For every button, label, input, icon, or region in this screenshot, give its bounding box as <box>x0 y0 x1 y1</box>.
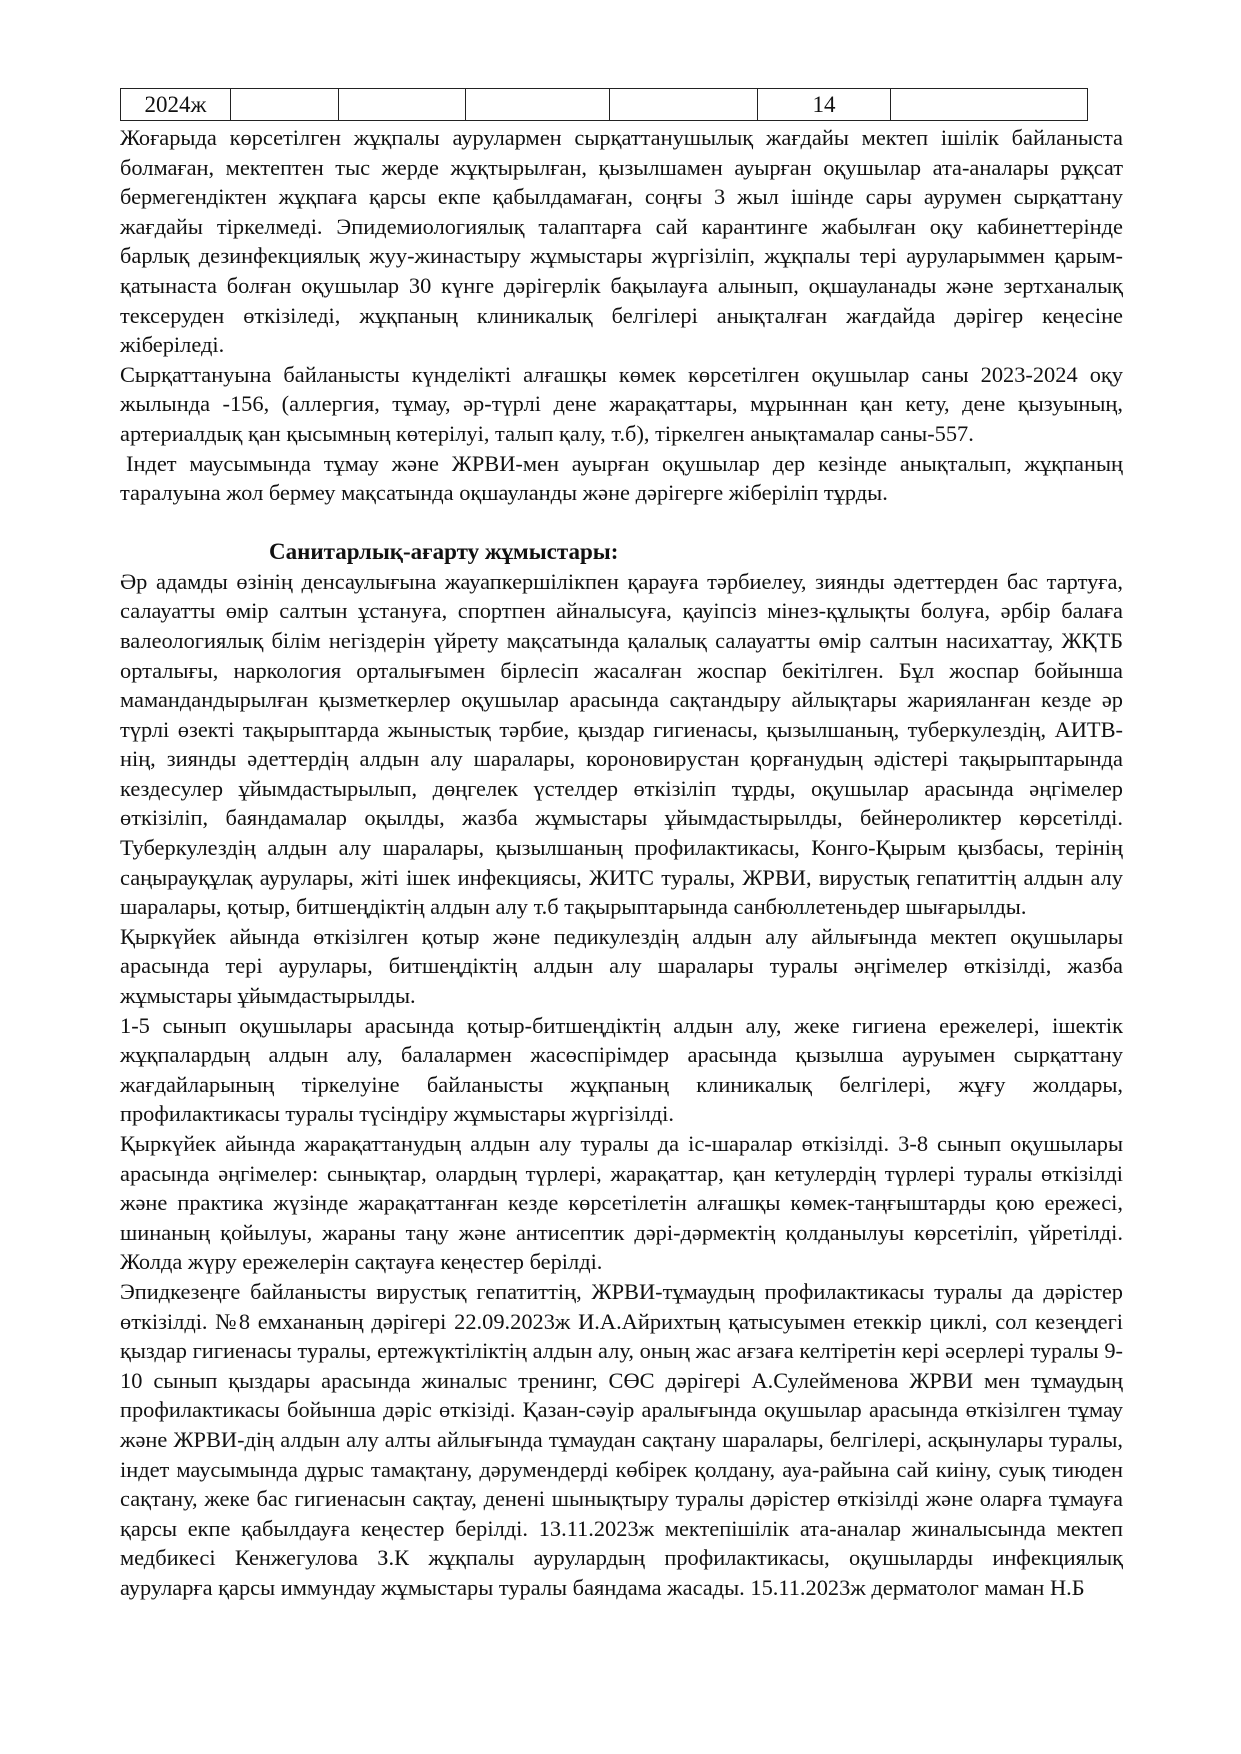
paragraph-grades-1-5: 1-5 сынып оқушылары арасында қотыр-битшеңдіктің алдын алу, жеке гигиена ережелері, ішектік жұқпалардың алдын алу, балалармен жасөспірімдер арасында қызылша ауруымен сырқаттану жағдайларының тіркелуіне байланысты жұқпаның клиникалық белгілері, жұғу жолдары, профилактикасы туралы түсіндіру жұмыстары жүргізілді. <box>120 1012 1123 1127</box>
paragraph-epidemic-season: Індет маусымында тұмау және ЖРВИ-мен ауырған оқушылар дер кезінде анықталып, жұқпаның таралуына жол бермеу мақсатында оқшауланды және дәрігерге жіберіліп тұрды. <box>120 450 1123 506</box>
table-cell <box>339 89 466 121</box>
document-page <box>120 88 1123 1603</box>
paragraph-september-scabies: Қыркүйек айында өткізілген қотыр және педикулездің алдын алу айлығында мектеп оқушылары арасында тері аурулары, битшеңдіктің алдын алу шаралары туралы әңгімелер өткізілді, жазба жұмыстары ұйымдастырылды. <box>120 923 1123 1009</box>
table-cell <box>466 89 610 121</box>
section-heading: Санитарлық-ағарту жұмыстары: <box>269 538 619 564</box>
table-cell <box>231 89 339 121</box>
table-cell <box>891 89 1088 121</box>
spacer <box>120 508 1123 537</box>
paragraph-epidemic-lectures: Эпидкезеңге байланысты вирустық гепатиттің, ЖРВИ-тұмаудың профилактикасы туралы да дәрістер өткізілді. №8 емхананың дәрігері 22.09.2023ж И.А.Айрихтың қатысуымен етеккір циклі, сол кезеңдегі қыздар гигиенасы туралы, ертежүктіліктің алдын алу, оның жас ағзаға келтіретін кері әсерлері туралы 9-10 сынып қыздары арасында жиналыс тренинг, СӨС дәрігері А.Сулейменова ЖРВИ мен тұмаудың профилактикасы бойынша дәріс өткізіді. Қазан-сәуір аралығында оқушылар арасында өткізілген тұмау және ЖРВИ-дің алдын алу алты айлығында тұмаудан сақтану шаралары, белгілері, асқынулары туралы, індет маусымында дұрыс тамақтану, дәрумендерді көбірек қолдану, ауа-райына сай киіну, суық тиюден сақтану, жеке бас гигиенасын сақтау, денені шынықтыру туралы дәрістер өткізілді және оларға тұмауға қарсы екпе қабылдауға кеңестер берілді. 13.11.2023ж мектепішілік ата-аналар жиналысында мектеп медбикесі Кенжегулова З.К жұқпалы аурулардың профилактикасы, оқушыларды инфекциялық ауруларға қарсы иммундау жұмыстары туралы баяндама жасады. 15.11.2023ж дерматолог маман Н.Б <box>120 1278 1123 1600</box>
statistics-table <box>120 88 1088 121</box>
table-row <box>121 89 1088 121</box>
paragraph-first-aid-stats: Сырқаттануына байланысты күнделікті алғашқы көмек көрсетілген оқушылар саны 2023-2024 оқу жылында -156, (аллергия, тұмау, әр-түрлі дене жарақаттары, мұрыннан қан кету, дене қызуының, артериалдық қан қысымның көтерілуі, талып қалу, т.б), тіркелген анықтамалар саны-557. <box>120 361 1123 446</box>
paragraph-health-education: Әр адамды өзінің денсаулығына жауапкершілікпен қарауға тәрбиелеу, зиянды әдеттерден бас тартуға, салауатты өмір салтын ұстануға, спортпен айналысуға, қауіпсіз мінез-құлықты болуға, әрбір балаға валеологиялық білім негіздерін үйрету мақсатында қалалық салауатты өмір салтын насихаттау, ЖҚТБ орталығы, наркология орталығымен бірлесіп жасалған жоспар бекітілген. Бұл жоспар бойынша мамандандырылған қызметкерлер оқушылар арасында сақтандыру айлықтары жарияланған кезде әр түрлі өзекті тақырыптарда жыныстық тәрбие, қыздар гигиенасы, қызылшаның, туберкулездің, АИТВ-нің, зиянды әдеттердің алдын алу шаралары, короновирустан қорғанудың әдістері тақырыптарында кездесулер ұйымдастырылып, дөңгелек үстелдер өткізіліп тұрды, оқушылар арасында әңгімелер өткізіліп, баяндамалар оқылды, жазба жұмыстары ұйымдастырылды, бейнероликтер көрсетілді. Туберкулездің алдын алу шаралары, қызылшаның профилактикасы, Конго-Қырым қызбасы, терінің саңырауқұлақ аурулары, жіті ішек инфекциясы, ЖИТС туралы, ЖРВИ, вирустық гепатиттің алдын алу шаралары, қотыр, битшеңдіктің алдын алу т.б тақырыптарында санбюллетеньдер шығарылды. <box>120 568 1123 920</box>
paragraph-infection-status: Жоғарыда көрсетілген жұқпалы аурулармен сырқаттанушылық жағдайы мектеп ішілік байланыста болмаған, мектептен тыс жерде жұқтырылған, қызылшамен ауырған оқушылар ата-аналары рұқсат бермегендіктен жұқпаға қарсы екпе қабылдамаған, соңғы 3 жыл ішінде сары аурумен сырқаттану жағдайы тіркелмеді. Эпидемиологиялық талаптарға сай карантинге жабылған оқу кабинеттерінде барлық дезинфекциялық жуу-жинастыру жұмыстары жүргізіліп, жұқпалы тері ауруларыммен қарым-қатынаста болған оқушылар 30 күнге дәрігерлік бақылауға алынып, оқшауланады және зертханалық тексеруден өткізіледі, жұқпаның клиникалық белгілері анықталған жағдайда дәрігер кеңесіне жіберіледі. <box>120 125 1123 358</box>
table-cell <box>610 89 758 121</box>
table-cell: 14 <box>758 89 891 121</box>
paragraph-injury-prevention: Қыркүйек айында жарақаттанудың алдын алу туралы да іс-шаралар өткізілді. 3-8 сынып оқушылары арасында әңгімелер: сынықтар, олардың түрлері, жарақаттар, қан кетулердің түрлері туралы өткізілді және практика жүзінде жарақаттанған кезде көрсетілетін алғашқы көмек-таңғыштарды қою ережесі, шинаның қойылуы, жараны таңу және антисептик дәрі-дәрмектің қолданылуы көрсетіліп, үйретілді. Жолда жүру ережелерін сақтауға кеңестер берілді. <box>120 1131 1123 1275</box>
table-cell-year: 2024ж <box>121 89 231 121</box>
